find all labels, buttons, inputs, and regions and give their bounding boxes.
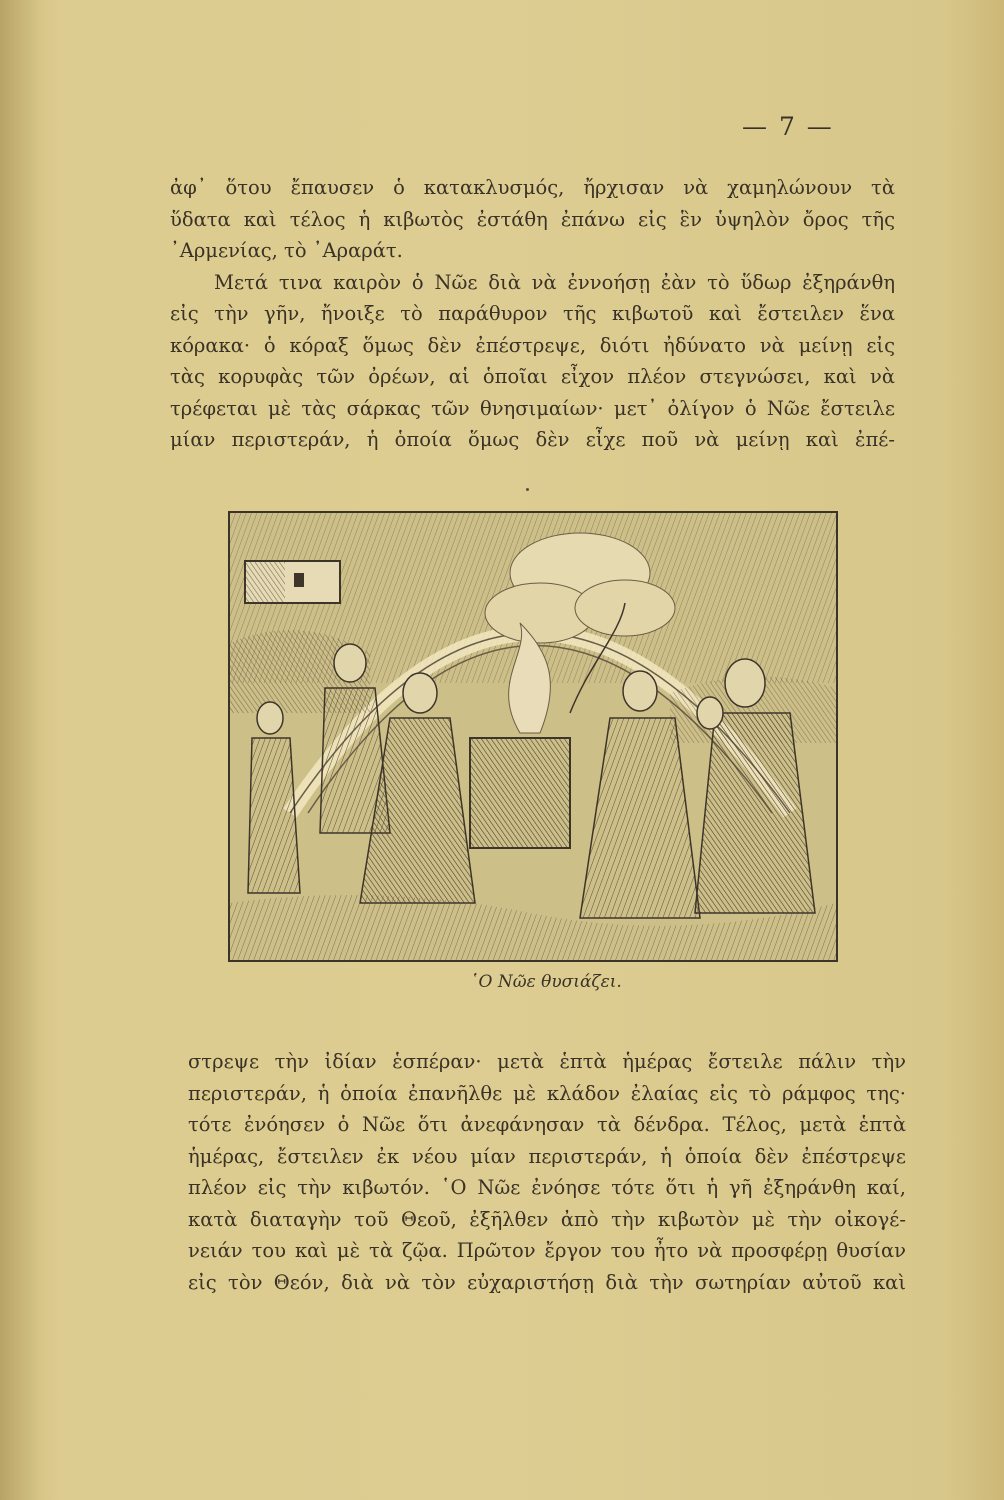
page-edge-shadow (0, 0, 40, 1500)
figure-caption: ῾Ο Νῶε θυσιάζει. (470, 972, 622, 992)
text-line: πλέον εἰς τὴν κιβωτόν. ῾Ο Νῶε ἐνόησε τότε ὅτι ἡ γῆ ἐξηράνθη καί, (188, 1176, 906, 1199)
text-line: νειάν του καὶ μὲ τὰ ζῷα. Πρῶτον ἔργον του ἦτο νὰ προσφέρῃ θυσίαν (188, 1239, 906, 1262)
text-line: ἀφ᾿ ὅτου ἔπαυσεν ὁ κατακλυσμός, ἤρχισαν νὰ χαμηλώνουν τὰ (170, 176, 895, 199)
text-line: στρεψε τὴν ἰδίαν ἑσπέραν· μετὰ ἑπτὰ ἡμέρας ἔστειλε πάλιν τὴν (188, 1050, 906, 1073)
engraving-illustration (228, 511, 838, 962)
text-line: εἰς τὴν γῆν, ἤνοιξε τὸ παράθυρον τῆς κιβωτοῦ καὶ ἔστειλεν ἕνα (170, 302, 895, 325)
text-line: τότε ἐνόησεν ὁ Νῶε ὅτι ἀνεφάνησαν τὰ δένδρα. Τέλος, μετὰ ἑπτὰ (188, 1113, 906, 1136)
page-number: — 7 — (742, 112, 834, 141)
bottom-paragraph (188, 1046, 906, 1298)
text-line: Μετά τινα καιρὸν ὁ Νῶε διὰ νὰ ἐννοήσῃ ἐὰν τὸ ὕδωρ ἐξηράνθη (214, 270, 895, 294)
text-line: κόρακα· ὁ κόραξ ὅμως δὲν ἐπέστρεψε, διότι ἠδύνατο νὰ μείνῃ εἰς (170, 333, 895, 357)
ink-dot (526, 488, 529, 491)
top-paragraph (170, 172, 895, 456)
text-line: ἡμέρας, ἔστειλεν ἐκ νέου μίαν περιστεράν, ἡ ὁποία δὲν ἐπέστρεψε (188, 1144, 906, 1168)
text-line: εἰς τὸν Θεόν, διὰ νὰ τὸν εὐχαριστήσῃ διὰ τὴν σωτηρίαν αὐτοῦ καὶ (188, 1270, 906, 1294)
text-line: ᾿Αρμενίας, τὸ ᾿Αραράτ. (170, 239, 403, 262)
engraving-drawing (230, 513, 836, 960)
text-line: περιστεράν, ἡ ὁποία ἐπανῆλθε μὲ κλάδον ἐλαίας εἰς τὸ ράμφος της· (188, 1081, 906, 1105)
text-line: τρέφεται μὲ τὰς σάρκας τῶν θνησιμαίων· μετ᾿ ὀλίγον ὁ Νῶε ἔστειλε (170, 396, 895, 420)
text-line: τὰς κορυφὰς τῶν ὀρέων, αἱ ὁποῖαι εἶχον πλέον στεγνώσει, καὶ νὰ (170, 365, 895, 388)
text-line: ὕδατα καὶ τέλος ἡ κιβωτὸς ἐστάθη ἐπάνω εἰς ἓν ὑψηλὸν ὄρος τῆς (170, 207, 895, 231)
text-line: μίαν περιστεράν, ἡ ὁποία ὅμως δὲν εἶχε ποῦ νὰ μείνῃ καὶ ἐπέ- (170, 428, 895, 451)
text-line: κατὰ διαταγὴν τοῦ Θεοῦ, ἐξῆλθεν ἀπὸ τὴν κιβωτὸν μὲ τὴν οἰκογέ- (188, 1207, 906, 1231)
